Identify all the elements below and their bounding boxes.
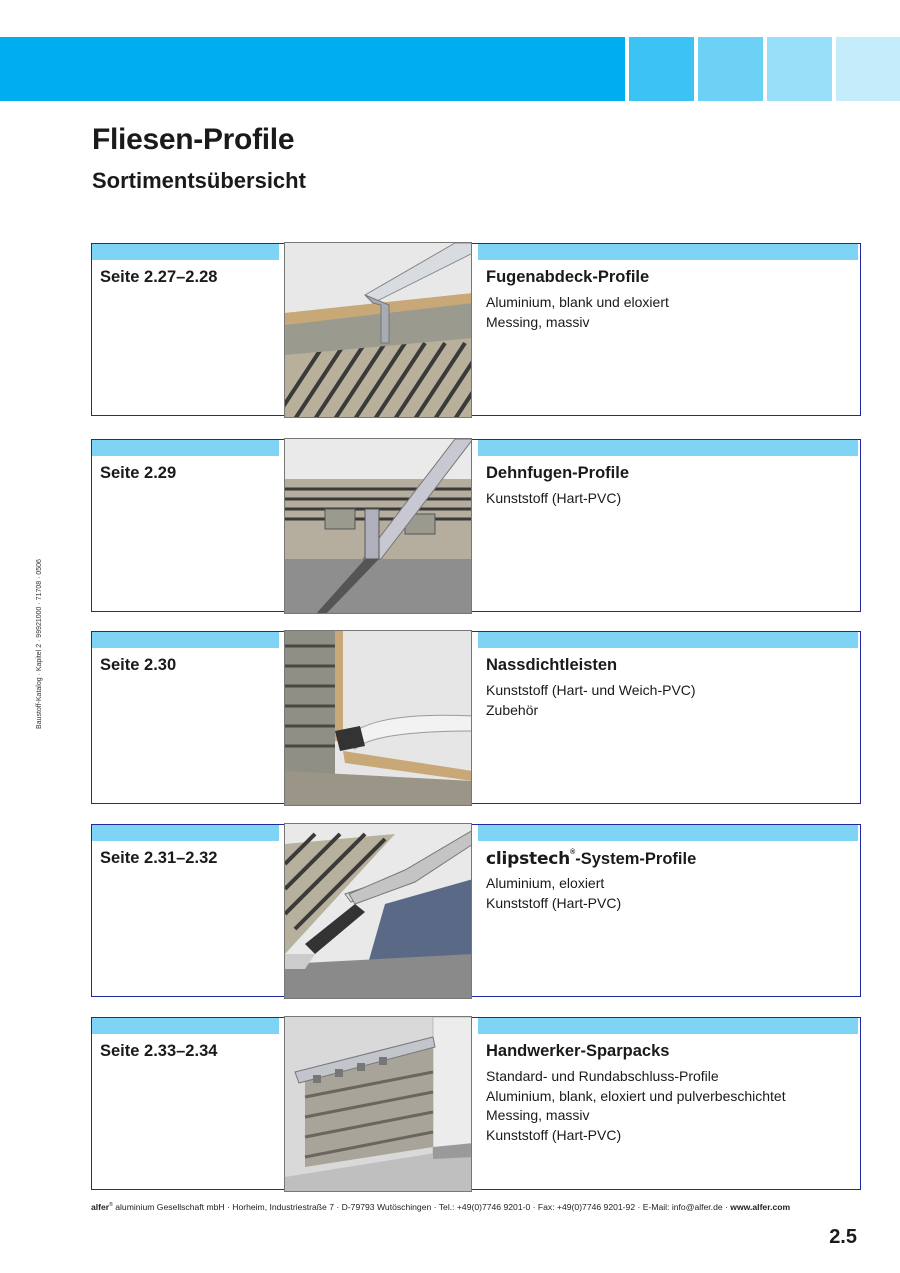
- row-bar: [478, 632, 858, 648]
- product-detail-line: Kunststoff (Hart- und Weich-PVC): [486, 682, 696, 698]
- product-details: [486, 874, 621, 913]
- profile-image: [284, 823, 472, 999]
- product-detail-line: Kunststoff (Hart-PVC): [486, 894, 622, 911]
- profile-image: [284, 1016, 472, 1192]
- page-subtitle: Sortimentsübersicht: [92, 168, 306, 193]
- page-reference: Seite 2.27–2.28: [100, 268, 218, 286]
- row-bar: [478, 1018, 858, 1034]
- product-detail-line: Standard- und Rundabschluss-Profile: [486, 1068, 719, 1084]
- clipstech-brand: clipstech: [486, 849, 571, 869]
- product-row-clipstech: [91, 824, 861, 997]
- product-heading: [486, 849, 696, 869]
- footer-website-link[interactable]: www.alfer.com: [730, 1202, 791, 1212]
- row-bar: [478, 825, 858, 841]
- row-bar: [92, 440, 279, 456]
- header-banner: [0, 37, 625, 101]
- product-row-sparpacks: [91, 1017, 861, 1190]
- product-heading: Nassdichtleisten: [486, 656, 618, 674]
- product-detail-line: Aluminium, eloxiert: [486, 875, 605, 891]
- footer-contact: [91, 1202, 790, 1212]
- product-details: [486, 1067, 786, 1145]
- product-detail-line: Messing, massiv: [486, 313, 590, 330]
- product-detail-line: Kunststoff (Hart-PVC): [486, 490, 622, 506]
- heading-suffix: -System-Profile: [575, 850, 697, 868]
- page-reference: Seite 2.29: [100, 464, 177, 482]
- registered-mark: ®: [570, 849, 576, 856]
- row-bar: [92, 825, 279, 841]
- row-bar: [92, 244, 279, 260]
- footer-brand: alfer: [91, 1202, 110, 1212]
- product-detail-line: Zubehör: [486, 701, 539, 718]
- footer-registered-mark: ®: [109, 1202, 113, 1209]
- product-row-fugenabdeck: [91, 243, 861, 416]
- product-detail-line: Aluminium, blank, eloxiert und pulverbeschichtet: [486, 1087, 786, 1104]
- product-details: [486, 681, 696, 720]
- row-bar: [92, 1018, 279, 1034]
- profile-image: [284, 242, 472, 418]
- product-details: [486, 489, 621, 509]
- page-reference: Seite 2.33–2.34: [100, 1042, 218, 1060]
- product-details: [486, 293, 669, 332]
- page-number: 2.5: [829, 1226, 857, 1248]
- header-banner-block: [698, 37, 763, 101]
- product-detail-line: Aluminium, blank und eloxiert: [486, 294, 669, 310]
- row-bar: [478, 244, 858, 260]
- profile-image: [284, 630, 472, 806]
- page-reference: Seite 2.31–2.32: [100, 849, 218, 867]
- row-bar: [478, 440, 858, 456]
- product-detail-line: Messing, massiv: [486, 1107, 590, 1123]
- header-banner-block: [836, 37, 900, 101]
- product-heading: Dehnfugen-Profile: [486, 464, 629, 482]
- profile-image: [284, 438, 472, 614]
- product-heading: Handwerker-Sparpacks: [486, 1042, 670, 1060]
- product-detail-line: Kunststoff (Hart-PVC): [486, 1126, 622, 1143]
- header-banner-block: [629, 37, 694, 101]
- row-bar: [92, 632, 279, 648]
- product-row-nassdichtleisten: [91, 631, 861, 804]
- footer-address: aluminium Gesellschaft mbH · Horheim, Industriestraße 7 · D-79793 Wutöschingen · Tel.: +49(0)7746 9201-0 · Fax: +49(0)7746 9201-92 · E-Mail: info@alfer.de ·: [112, 1202, 731, 1212]
- page-reference: Seite 2.30: [100, 656, 177, 674]
- product-row-dehnfugen: [91, 439, 861, 612]
- product-heading: Fugenabdeck-Profile: [486, 268, 650, 286]
- side-note: Baustoff-Katalog · Kapitel 2 · 99921000 · 71708 · 0506: [36, 559, 43, 729]
- page-title: Fliesen-Profile: [92, 123, 295, 156]
- header-banner-block: [767, 37, 832, 101]
